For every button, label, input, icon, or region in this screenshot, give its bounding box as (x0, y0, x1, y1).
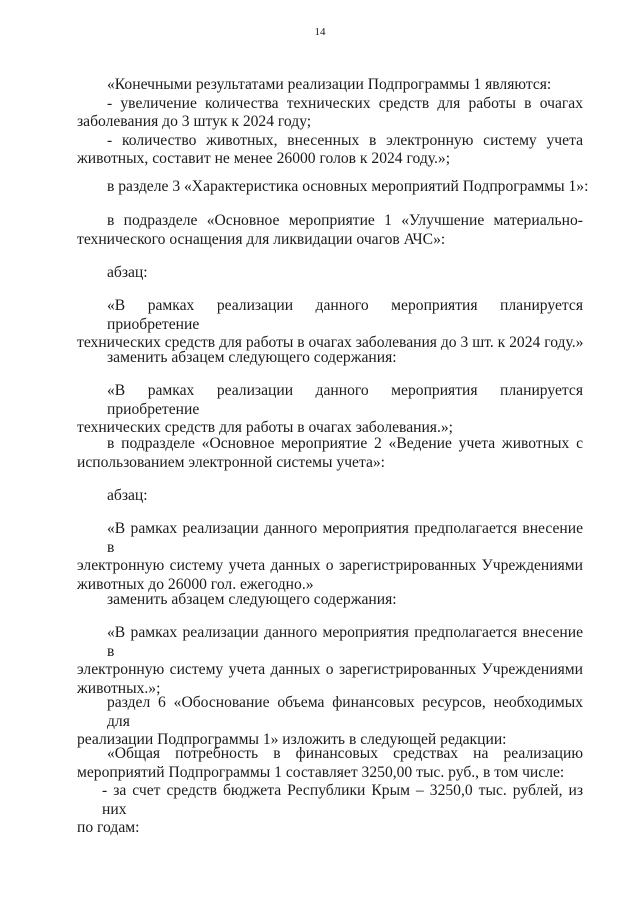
text-line: «В рамках реализации данного мероприятия планируется приобретение (107, 382, 583, 418)
paragraph-abzac-2 (77, 487, 583, 506)
paragraph-subsection-2 (77, 435, 583, 472)
text-line: абзац: (107, 264, 148, 281)
paragraph-funding (77, 745, 583, 838)
text-line: - увеличение количества технических средств для работы в очагах (107, 94, 583, 112)
text-line: по годам: (77, 819, 140, 836)
paragraph-replace-2 (77, 591, 583, 610)
text-line: использованием электронной системы учета»: (77, 453, 386, 471)
text-line: электронную систему учета данных о зарегистрированных Учреждениями (77, 557, 583, 574)
text-line: абзац: (107, 487, 148, 504)
paragraph-abzac-1 (77, 264, 583, 283)
text-line: «Конечными результатами реализации Подпрограммы 1 являются: (107, 76, 552, 93)
paragraph-section-3 (77, 178, 589, 197)
text-line: заболевания до 3 штук к 2024 году; (77, 113, 312, 130)
text-line: электронную систему учета данных о зарегистрированных Учреждениями (77, 661, 583, 678)
text-line: животных до 26000 гол. ежегодно.» (77, 575, 314, 593)
text-line: - количество животных, внесенных в электронную систему учета (107, 131, 583, 149)
paragraph-subsection-1 (77, 212, 583, 249)
text-line: реализации Подпрограммы 1» изложить в следующей редакции: (77, 731, 507, 748)
text-line: «В рамках реализации данного мероприятия предполагается внесение в (107, 624, 583, 660)
text-line: технического оснащения для ликвидации очагов АЧС»: (77, 230, 446, 248)
text-line: «В рамках реализации данного мероприятия предполагается внесение в (107, 520, 583, 556)
text-line: «В рамках реализации данного мероприятия планируется приобретение (107, 297, 583, 333)
text-line: «Общая потребность в финансовых средствах на реализацию (107, 745, 583, 762)
text-line: в разделе 3 «Характеристика основных мероприятий Подпрограммы 1»: (107, 178, 589, 195)
paragraph-section-6 (77, 694, 583, 750)
paragraph-replace-1 (77, 349, 583, 368)
page-number: 14 (314, 26, 326, 38)
text-line: животных, составит не менее 26000 голов к 2024 году.»; (77, 150, 451, 167)
paragraph-quote-2 (77, 382, 583, 438)
paragraph-quote-4 (77, 624, 583, 698)
paragraph-quote-3 (77, 520, 583, 594)
text-line: в подразделе «Основное мероприятие 1 «Улучшение материально- (107, 212, 583, 229)
paragraph-quote-1 (77, 297, 583, 353)
text-line: мероприятий Подпрограммы 1 составляет 3250,00 тыс. руб., в том числе: (77, 763, 565, 781)
text-line: в подразделе «Основное мероприятие 2 «Ведение учета животных с (107, 435, 583, 452)
paragraph-results (77, 76, 583, 169)
text-line: животных.»; (77, 679, 161, 697)
text-line: заменить абзацем следующего содержания: (107, 591, 397, 608)
text-line: - за счет средств бюджета Республики Крым – 3250,0 тыс. рублей, из них (102, 782, 583, 818)
text-line: технических средств для работы в очагах заболевания.»; (77, 419, 454, 436)
text-line: раздел 6 «Обоснование объема финансовых ресурсов, необходимых для (107, 694, 583, 730)
text-line: технических средств для работы в очагах заболевания до 3 шт. к 2024 году.» (77, 334, 584, 351)
text-line: заменить абзацем следующего содержания: (107, 349, 397, 366)
